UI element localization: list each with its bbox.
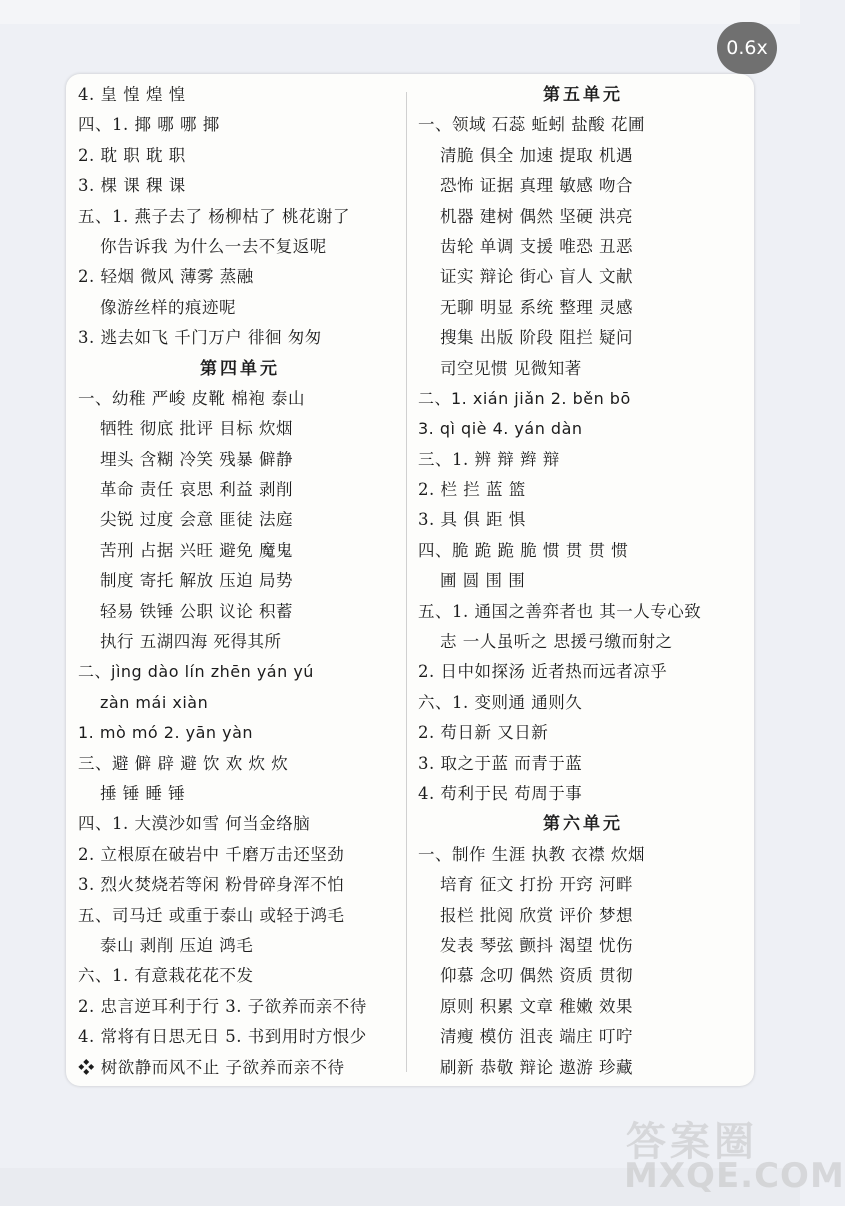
answer-line: 一、幼稚 严峻 皮靴 棉袍 泰山 xyxy=(78,388,305,408)
answer-line: 3. 取之于蓝 而青于蓝 xyxy=(418,753,583,773)
answer-line: 报栏 批阅 欣赏 评价 梦想 xyxy=(440,905,633,925)
unit-heading: 第六单元 xyxy=(543,814,623,835)
answer-line: 四、1. 大漠沙如雪 何当金络脑 xyxy=(78,814,311,834)
answer-line: zàn mái xiàn xyxy=(100,692,209,712)
answer-line: 2. 立根原在破岩中 千磨万击还坚劲 xyxy=(78,844,345,864)
answer-line: 齿轮 单调 支援 唯恐 丑恶 xyxy=(440,236,633,256)
answer-line: 埋头 含糊 冷笑 残暴 僻静 xyxy=(100,449,293,469)
answer-line: 一、制作 生涯 执教 衣襟 炊烟 xyxy=(418,844,645,864)
answer-line: 二、jìng dào lín zhēn yán yú xyxy=(78,662,314,682)
answer-line: 搜集 出版 阶段 阻拦 疑问 xyxy=(440,328,633,348)
answer-line: 清脆 俱全 加速 提取 机遇 xyxy=(440,145,633,165)
answer-line: 三、1. 辨 辩 辫 辩 xyxy=(418,449,560,469)
answer-line: 五、1. 通国之善弈者也 其一人专心致 xyxy=(418,601,702,621)
answer-line: 泰山 剥削 压迫 鸿毛 xyxy=(100,935,254,955)
answer-page xyxy=(66,74,754,1086)
answer-line: 圃 圆 围 围 xyxy=(440,571,526,591)
answer-line: 2. 轻烟 微风 薄雾 蒸融 xyxy=(78,267,254,287)
right-column xyxy=(418,80,748,1083)
answer-line: 机器 建树 偶然 坚硬 洪亮 xyxy=(440,206,633,226)
answer-line: 五、司马迁 或重于泰山 或轻于鸿毛 xyxy=(78,905,345,925)
site-watermark xyxy=(540,1100,845,1204)
answer-line: 你告诉我 为什么一去不复返呢 xyxy=(100,236,327,256)
answer-line: 四、脆 跪 跪 脆 惯 贯 贯 惯 xyxy=(418,540,629,560)
answer-line: 4. 皇 惶 煌 惶 xyxy=(78,85,186,104)
answer-line: 清瘦 模仿 沮丧 端庄 叮咛 xyxy=(440,1027,633,1047)
answer-line: 2. 日中如探汤 近者热而远者凉乎 xyxy=(418,662,668,682)
answer-line: 3. 棵 课 稞 课 xyxy=(78,176,186,196)
answer-line: 刷新 恭敬 辩论 遨游 珍藏 xyxy=(440,1057,633,1077)
watermark-logo-text: 答案圈 xyxy=(626,1119,758,1165)
answer-line: 尖锐 过度 会意 匪徒 法庭 xyxy=(100,510,293,530)
answer-line: 像游丝样的痕迹呢 xyxy=(100,297,236,317)
answer-line: 3. 具 俱 距 惧 xyxy=(418,510,526,530)
answer-line: 捶 锤 睡 锤 xyxy=(100,783,186,803)
answer-line: 3. qì qiè 4. yán dàn xyxy=(418,419,583,439)
answer-line: 恐怖 证据 真理 敏感 吻合 xyxy=(440,176,633,196)
answer-line: 四、1. 揶 哪 哪 揶 xyxy=(78,115,220,135)
answer-line: 牺牲 彻底 批评 目标 炊烟 xyxy=(100,419,293,439)
answer-line: 培育 征文 打扮 开窍 河畔 xyxy=(440,875,633,895)
answer-line: 执行 五湖四海 死得其所 xyxy=(100,632,282,652)
answer-line: 无聊 明显 系统 整理 灵感 xyxy=(440,297,633,317)
answer-line: 4. 常将有日思无日 5. 书到用时方恨少 xyxy=(78,1027,367,1047)
answer-line: 苦刑 占据 兴旺 避免 魔鬼 xyxy=(100,540,293,560)
answer-line: 3. 逃去如飞 千门万户 徘徊 匆匆 xyxy=(78,328,322,348)
answer-line: 革命 责任 哀思 利益 剥削 xyxy=(100,480,293,500)
answer-line: 二、1. xián jiǎn 2. běn bō xyxy=(418,388,631,408)
answer-line: 仰慕 念叨 偶然 资质 贯彻 xyxy=(440,966,633,986)
answer-line: 六、1. 有意栽花花不发 xyxy=(78,966,254,986)
answer-line: 2. 苟日新 又日新 xyxy=(418,723,549,743)
watermark-url: MXQE.COM xyxy=(624,1156,845,1196)
left-column xyxy=(78,80,402,1083)
unit-heading: 第五单元 xyxy=(543,85,623,105)
top-band xyxy=(0,0,800,24)
answer-line: 2. 忠言逆耳利于行 3. 子欲养而亲不待 xyxy=(78,996,367,1016)
answer-line: ❖ 树欲静而风不止 子欲养而亲不待 xyxy=(78,1057,345,1077)
answer-line: 3. 烈火焚烧若等闲 粉骨碎身浑不怕 xyxy=(78,875,345,895)
answer-line: 制度 寄托 解放 压迫 局势 xyxy=(100,571,293,591)
answer-line: 证实 辩论 街心 盲人 文献 xyxy=(440,267,633,287)
answer-line: 2. 栏 拦 蓝 篮 xyxy=(418,480,526,500)
answer-line: 六、1. 变则通 通则久 xyxy=(418,692,583,712)
answer-line: 五、1. 燕子去了 杨柳枯了 桃花谢了 xyxy=(78,206,350,226)
zoom-level-button[interactable]: 0.6x xyxy=(717,22,777,74)
answer-line: 志 一人虽听之 思援弓缴而射之 xyxy=(440,632,673,652)
answer-line: 发表 琴弦 颤抖 渴望 忧伤 xyxy=(440,935,633,955)
answer-line: 司空见惯 见微知著 xyxy=(440,358,582,378)
answer-line: 一、领域 石蕊 蚯蚓 盐酸 花圃 xyxy=(418,115,645,135)
answer-line: 原则 积累 文章 稚嫩 效果 xyxy=(440,996,633,1016)
unit-heading: 第四单元 xyxy=(200,358,280,379)
column-divider xyxy=(406,92,407,1072)
answer-line: 4. 苟利于民 苟周于事 xyxy=(418,783,583,803)
answer-line: 2. 耽 职 耽 职 xyxy=(78,145,186,165)
answer-line: 三、避 僻 辟 避 饮 欢 炊 炊 xyxy=(78,753,289,773)
answer-line: 轻易 铁锤 公职 议论 积蓄 xyxy=(100,601,293,621)
answer-line: 1. mò mó 2. yān yàn xyxy=(78,723,254,743)
